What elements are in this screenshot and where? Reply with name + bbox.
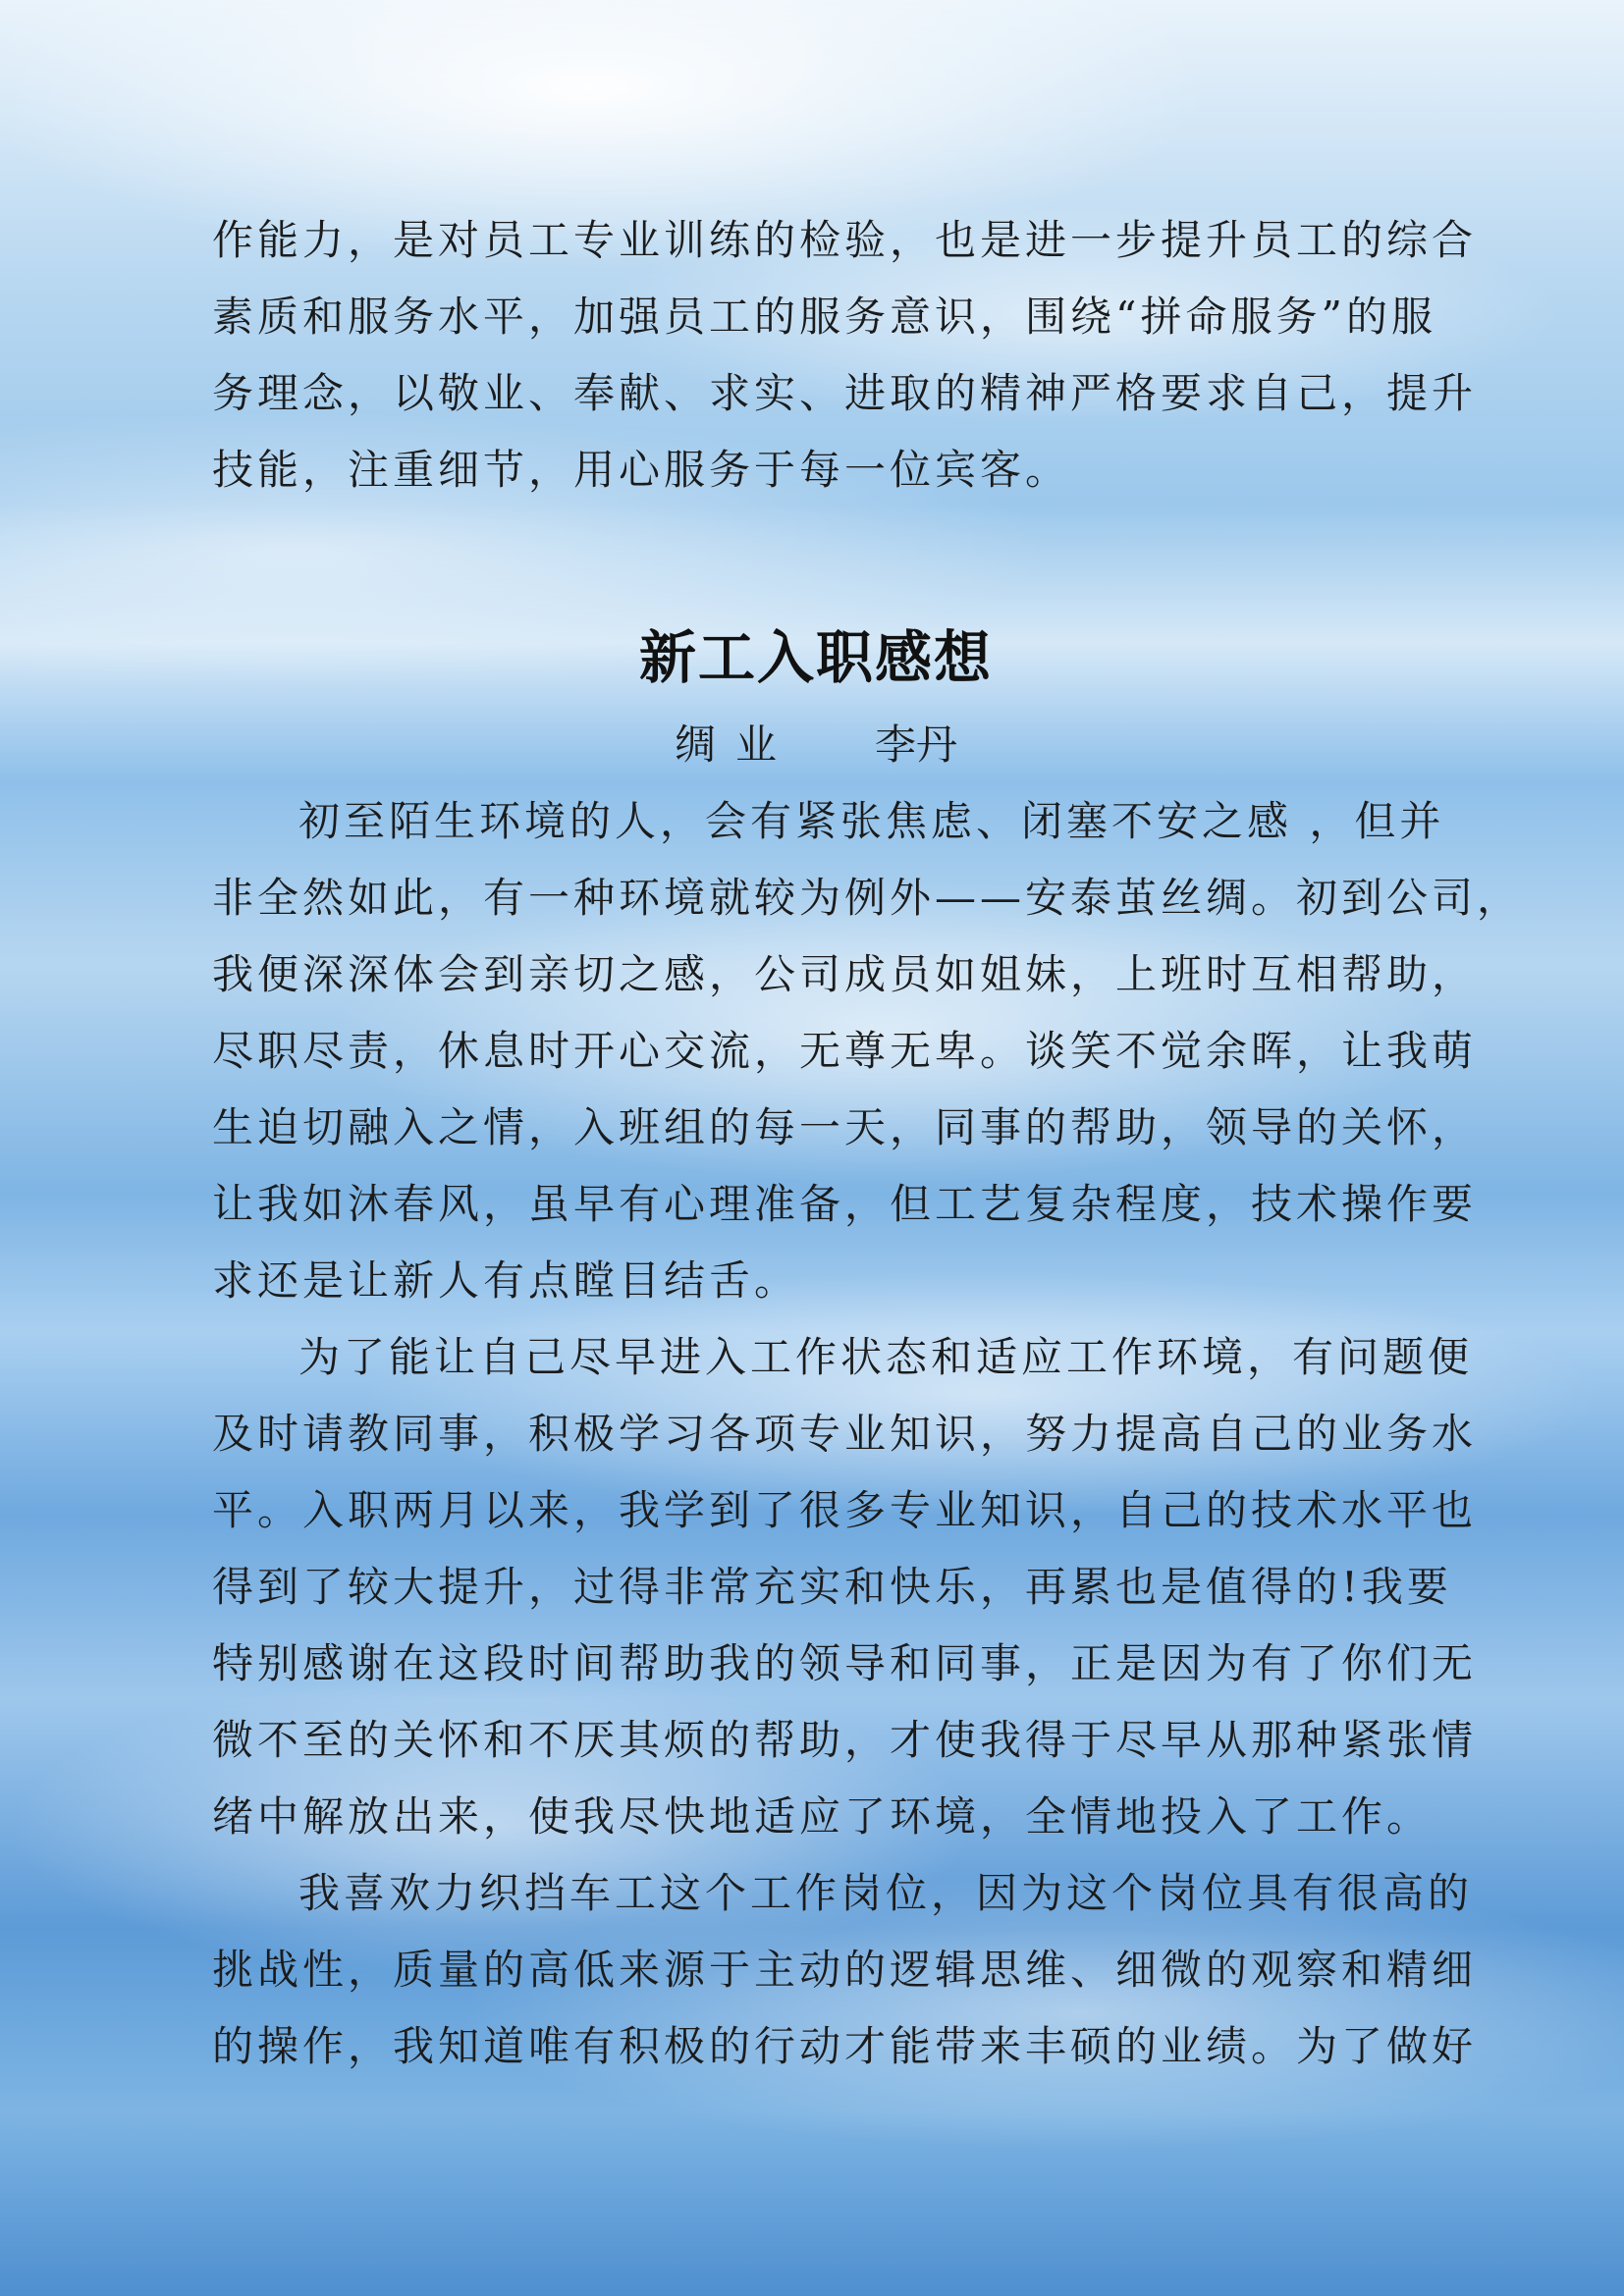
text-line: 得到了较大提升，过得非常充实和快乐，再累也是值得的!我要 <box>212 1563 1452 1611</box>
byline-author: 李丹 <box>875 721 958 769</box>
text-line: 挑战性，质量的高低来源于主动的逻辑思维、细微的观察和精细 <box>212 1946 1478 1994</box>
text-line: 绪中解放出来，使我尽快地适应了环境，全情地投入了工作。 <box>212 1792 1433 1841</box>
text-line: 我喜欢力织挡车工这个工作岗位，因为这个岗位具有很高的 <box>298 1869 1474 1917</box>
article-title: 新工入职感想 <box>638 624 993 691</box>
text-line: 为了能让自己尽早进入工作状态和适应工作环境，有问题便 <box>298 1333 1474 1381</box>
byline-department: 绸业 <box>674 721 796 769</box>
text-line: 初至陌生环境的人，会有紧张焦虑、闭塞不安之感 ，但并 <box>298 797 1445 845</box>
intro-paragraph <box>212 202 1478 508</box>
text-line: 特别感谢在这段时间帮助我的领导和同事，正是因为有了你们无 <box>212 1639 1478 1687</box>
text-line: 平。入职两月以来，我学到了很多专业知识，自己的技术水平也 <box>212 1486 1478 1534</box>
article-body <box>212 783 1523 2085</box>
article-byline <box>212 707 1420 783</box>
text-line: 及时请教同事，积极学习各项专业知识，努力提高自己的业务水 <box>212 1410 1478 1458</box>
text-line: 生迫切融入之情，入班组的每一天，同事的帮助，领导的关怀， <box>212 1103 1478 1151</box>
text-line: 技能，注重细节，用心服务于每一位宾客。 <box>212 446 1071 494</box>
text-line: 我便深深体会到亲切之感，公司成员如姐妹，上班时互相帮助， <box>212 950 1478 998</box>
text-line: 非全然如此，有一种环境就较为例外——安泰茧丝绸。初到公司， <box>212 874 1523 922</box>
text-line: 务理念，以敬业、奉献、求实、进取的精神严格要求自己，提升 <box>212 369 1478 417</box>
text-line: 求还是让新人有点瞠目结舌。 <box>212 1256 800 1305</box>
text-line: 作能力，是对员工专业训练的检验，也是进一步提升员工的综合 <box>212 216 1478 264</box>
text-line: 尽职尽责，休息时开心交流，无尊无卑。谈笑不觉余晖，让我萌 <box>212 1027 1478 1075</box>
text-line: 的操作，我知道唯有积极的行动才能带来丰硕的业绩。为了做好 <box>212 2022 1478 2070</box>
text-line: 素质和服务水平，加强员工的服务意识，围绕“拼命服务”的服 <box>212 293 1436 341</box>
text-line: 让我如沐春风，虽早有心理准备，但工艺复杂程度，技术操作要 <box>212 1180 1478 1228</box>
text-line: 微不至的关怀和不厌其烦的帮助，才使我得于尽早从那种紧张情 <box>212 1716 1478 1764</box>
